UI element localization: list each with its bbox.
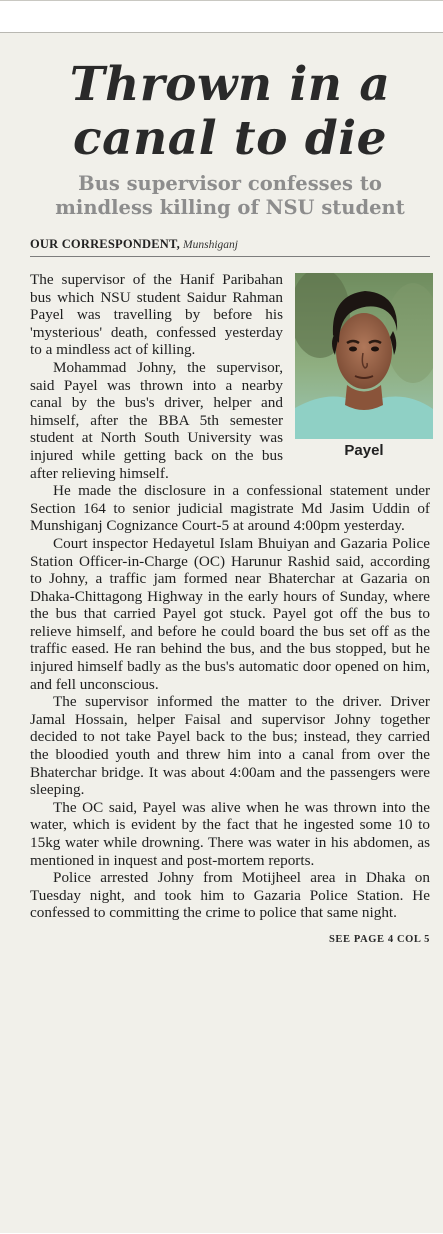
headline-line-1: Thrown in a — [69, 57, 391, 112]
article-paragraph-2: Mohammad Johny, the supervisor, said Payel was thrown into a nearby canal by the bus's driver, helper and himself, after the BBA 5th semester student at North South University was injured while getting back on the bus after relieving himself. — [30, 358, 283, 482]
photo-block — [295, 273, 433, 461]
byline-author: OUR CORRESPONDENT, — [30, 237, 180, 251]
headline — [30, 58, 430, 166]
article-paragraph-3: He made the disclosure in a confessional statement under Section 164 to senior judicial magistrate Md Jasim Uddin of Munshiganj Cognizance Court-5 at around 4:00pm yesterday. — [30, 482, 430, 535]
headline-line-2: canal to die — [73, 111, 387, 166]
subhead-line-1: Bus supervisor confesses to — [78, 172, 382, 195]
subhead-line-2: mindless killing of NSU student — [55, 196, 405, 219]
article-paragraph-1: The supervisor of the Hanif Paribahan bus which NSU student Saidur Rahman Payel was travelling by before his 'mysterious' death, confessed yesterday to a mindless act of killing. — [30, 271, 283, 359]
article-body — [30, 271, 430, 945]
portrait-photo-icon — [295, 273, 433, 439]
article-paragraph-5: The supervisor informed the matter to the driver. Driver Jamal Hossain, helper Faisal and supervisor Johny together decided to not take Payel back to the bus; instead, they carried the bloodied youth and threw him into a canal from over the Bhaterchar bridge. It was about 4:00am and the passengers were sleeping. — [30, 693, 430, 799]
article-paragraph-4: Court inspector Hedayetul Islam Bhuiyan and Gazaria Police Station Officer-in-Charge (OC) Harunur Rashid said, according to Johny, a traffic jam formed near Bhaterchar at Gazaria on Dhaka-Chittagong Highway in the early hours of Sunday, where the bus that carried Payel got stuck. Payel got off the bus to relieve himself, and before he could board the bus set off as the traffic eased. He ran behind the bus, and the bus stopped, but he injured himself badly as the bus's automatic door opened on him, and fell unconscious. — [30, 534, 430, 693]
continued-jump-line[interactable]: SEE PAGE 4 COL 5 — [328, 933, 430, 945]
subheadline — [30, 172, 430, 220]
article-paragraph-6: The OC said, Payel was alive when he was thrown into the water, which is evident by the fact that he ingested some 10 to 15kg water while drowning. There was water in his abdomen, as mentioned in inquest and post-mortem reports. — [30, 798, 430, 869]
news-article — [30, 32, 430, 1234]
page-top-margin — [0, 1, 443, 33]
article-paragraph-7: Police arrested Johny from Motijheel area in Dhaka on Tuesday night, and took him to Gazaria Police Station. He confessed to committing the crime to police that same night. — [30, 869, 430, 922]
byline-place: Munshiganj — [183, 239, 238, 251]
photo-caption: Payel — [344, 442, 384, 459]
byline — [30, 236, 430, 257]
